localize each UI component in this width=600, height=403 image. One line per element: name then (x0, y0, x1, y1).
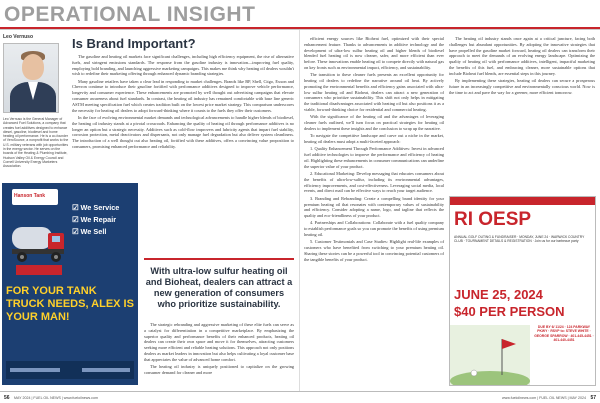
list-item: 2. Educational Marketing: Develop messaging that educates consumers about the benefits of ultra-low-sulfur, including its environmental advantages, efficiency improvements, and cost-effectiveness. Leveraging social media, local events, and direct mail can be effective ways to reach your target audience. (304, 171, 444, 194)
article-title: Is Brand Important? (72, 36, 196, 51)
article-column-3 (449, 36, 595, 97)
list-item: ☑ We Repair (72, 215, 117, 224)
hanson-contact-bar (6, 361, 134, 379)
paragraph: The strategic rebranding and aggressive marketing of these elite fuels can serve as a catalyst for differentiation in a competitive marketplace. By emphasizing the superior quality and performance benefits of their enhanced products, heating oil dealers can create their own space and move it for themselves, attracting customers seeking more efficient and reliable heating solutions. This approach not only positions dealers as market leaders in innovation but also helps cultivating a loyal customer base that appreciates the value of advanced home comfort. (144, 322, 294, 362)
paragraph: The heating oil industry is uniquely positioned to capitalize on the growing consumer demand for cleaner and more (144, 364, 294, 375)
checkbox-icon: ☑ (72, 215, 79, 224)
footer-meta-right: www.fueloilnews.com | FUEL OIL NEWS | MAY 2024 (502, 396, 586, 400)
hanson-tank-ad[interactable] (2, 183, 138, 385)
list-item: 3. Branding and Rebranding: Create a compelling brand identity for your premium heating oil that resonates with contemporary values of sustainability and efficiency. Consider adopting a name, logo, and tagline that reflects the quality and eco-friendliness of your product. (304, 195, 444, 219)
checkbox-icon: ☑ (72, 227, 79, 236)
page-footer (0, 391, 600, 403)
oesp-brand: RI OESP (454, 209, 532, 230)
list-item: 5. Customer Testimonials and Case Studies: Highlight real-life examples of customers who have benefited from switching to your premium heating oil. Sharing these stories can be a powerful tool in convincing potential customers of the tangible benefits of your product. (304, 239, 444, 262)
ri-oesp-ad[interactable] (449, 196, 596, 386)
article-column-1 (72, 54, 294, 151)
oesp-rsvp: DUE BY 6/ 11/24 · 124 PARKWAY PKWY · RSVP to: STEVE WHITE · GEORGE SPARROW · 401-445-4451 · 401-440-4451 (534, 325, 594, 342)
author-photo (3, 43, 59, 113)
page-gutter (299, 30, 300, 391)
header-bar (0, 0, 600, 30)
list-item: ☑ We Sell (72, 227, 107, 236)
author-name: Leo Vernuso (3, 34, 34, 40)
checkbox-icon: ☑ (72, 203, 79, 212)
article-column-1-bottom (144, 322, 294, 377)
paragraph: Many gasoline retailers have taken a clear lead in responding to market challenges. Brands like BP, Shell, Citgo, Exxon and Chevron continue to introduce their gasoline fortified with performance additives designed to improve vehicle performance, longevity and consumer experience. These enhancements are promoted by well thought out advertising campaigns that elevate consumer awareness about fuel standards. In contrast, the heating oil industry has remained comfortable with base line generic ASTM meeting specification fuel which creates tradition built on the lowest price market strategy. This comparison underscores the necessity for heating oil dealers to adopt forward-thinking where it counts to the fuels they offer their customers. (72, 78, 294, 113)
phone-placeholder (10, 368, 60, 372)
author-bio: Leo Vernuso is the General Manager of Advanced Fuel Solutions, a company that creates fuel additives designed to enhance diesel, gasoline, biodiesel and home heating oil performance. He is a co-founder of VeroSource, a nonprofit that works to the U.S. military veterans with job opportunities in the energy sector. He serves on the boards of the Heating & Plumbing Institute, Hudson Valley Oil & Energy Council and Cornell University Energy Marketers Association. (3, 117, 69, 169)
tank-truck-illustration (8, 209, 68, 279)
article-column-2 (304, 36, 444, 264)
oesp-event-info: ANNUAL GOLF OUTING & FUNDRAISER · MONDAY, JUNE 24 · WARWICK COUNTRY CLUB · TOURNAMENT DETAILS & REGISTRATION · Join us for our barbecue party (454, 235, 585, 244)
ad-stripe (450, 197, 596, 205)
section-title: OPERATIONAL INSIGHT (4, 3, 256, 26)
header-rule (0, 27, 600, 29)
paragraph: efficient energy sources like Bioheat fuel, optimized with their special enhancement feature. Thanks to advancements in additive technology and the development of ultra-low sulfur heating oil and higher blends of biodiesel blended fuel heating oil is now cleaner, safer, and more efficient than ever before. These innovations enable heating oil to compete directly with natural gas on key fronts such as environmental impact, efficiency, and sustainability. (304, 36, 444, 70)
hanson-logo-text: Hanson Tank (14, 193, 46, 199)
paragraph: By implementing these strategies, heating oil dealers can secure a prosperous future in an increasingly competitive and environmentally conscious world. Now is the time to act and pave the way for a greener, more efficient tomorrow. (449, 78, 595, 95)
paragraph: The heating oil industry stands once again at a critical juncture, facing both challenges but abundant opportunities. By adopting the innovative strategies that have propelled the gasoline market forward, heating oil dealers can transform their approach to meet the demands of an evolving energy landscape. Optimizing the quality of heating oil with performance additives, intelligent, impactful marketing the benefits of this fuel, and embracing cleaner, more sustainable options that include Bioheat fuel blends, are essential steps in this journey. (449, 36, 595, 76)
pull-quote: With ultra-low sulfur heating oil and Bioheat, dealers can attract a new generation of consumers who prioritize sustainability. (144, 258, 294, 310)
page-number-right: 57 (590, 395, 596, 401)
paragraph: The transition to these cleaner fuels presents an excellent opportunity for heating oil dealers to redefine the narrative around oil heat. By actively promoting the environmental benefits and efficiency gains associated with ultra-low sulfur heating oil and Bioheat, dealers can attract a new generation of consumers who prioritize sustainability. This shift not only helps in mitigating the traditional disadvantages associated with heating oil but also positions it as a viable, forward-thinking choice for residential and commercial heating. (304, 72, 444, 113)
website-placeholder (82, 368, 130, 372)
paragraph: To navigate the competitive landscape and carve out a niche in the market, heating oil dealers must adopt a multi-faceted approach: (304, 133, 444, 145)
oesp-event-price: $40 PER PERSON (454, 304, 565, 319)
oesp-event-date: JUNE 25, 2024 (454, 287, 543, 302)
hanson-tagline: FOR YOUR TANK TRUCK NEEDS, ALEX IS YOUR MAN! (6, 285, 134, 323)
paragraph: With the significance of the heating oil and the advantages of leveraging cleaner fuels outlined, we'll turn focus on practical strategies for heating oil dealers to implement these insights and the conclusion to wrap up the narrative. (304, 114, 444, 131)
list-item: 1. Quality Enhancement Through Performance Additives: Invest in advanced fuel additive technologies to improve the performance and efficiency of heating oil. Highlighting these enhancements in consumer communications can underline the superior value of your product. (304, 146, 444, 169)
hanson-service-list (72, 203, 136, 239)
author-box (3, 34, 69, 169)
list-item: 4. Partnerships and Collaborations: Collaborate with a fuel quality company to establish performance goals so you can promote the benefits of using premium heating oil. (304, 220, 444, 237)
list-item: ☑ We Service (72, 203, 120, 212)
paragraph: The gasoline and heating oil markets face significant challenges, including high efficiency equipment, the rise of alternative fuels, and stringent emissions standards. The response from the gasoline industry is innovation—improving fuel quality, employing bold branding, and launching aggressive marketing campaigns. This makes me think why heating oil dealers wouldn't wish to redefine their marketing offering through enhanced dynamic branding strategies. (72, 54, 294, 77)
footer-meta-left: MAY 2024 | FUEL OIL NEWS | www.fueloilnews.com (14, 396, 98, 400)
page-number-left: 56 (4, 395, 10, 401)
paragraph: In the face of evolving environmental market demands and technological advancements to handle higher blends of biodiesel, the heating oil industry stands at a pivotal crossroads. Enhancing the quality of heating oil through performance additives is no longer an option but a strategic necessity. Additives such as cold-flow improvers and lubricity agents that impart fuel stability, corrosion protection, metal deactivators and dispersants, not only manage fuel degradation but also deliver system cleanliness. The introduction of a well thought out also heating oil, fortified with these additives, offers a convincing value proposition to consumers, promising enhanced performance and reliability. (72, 114, 294, 149)
golf-illustration (450, 325, 530, 386)
